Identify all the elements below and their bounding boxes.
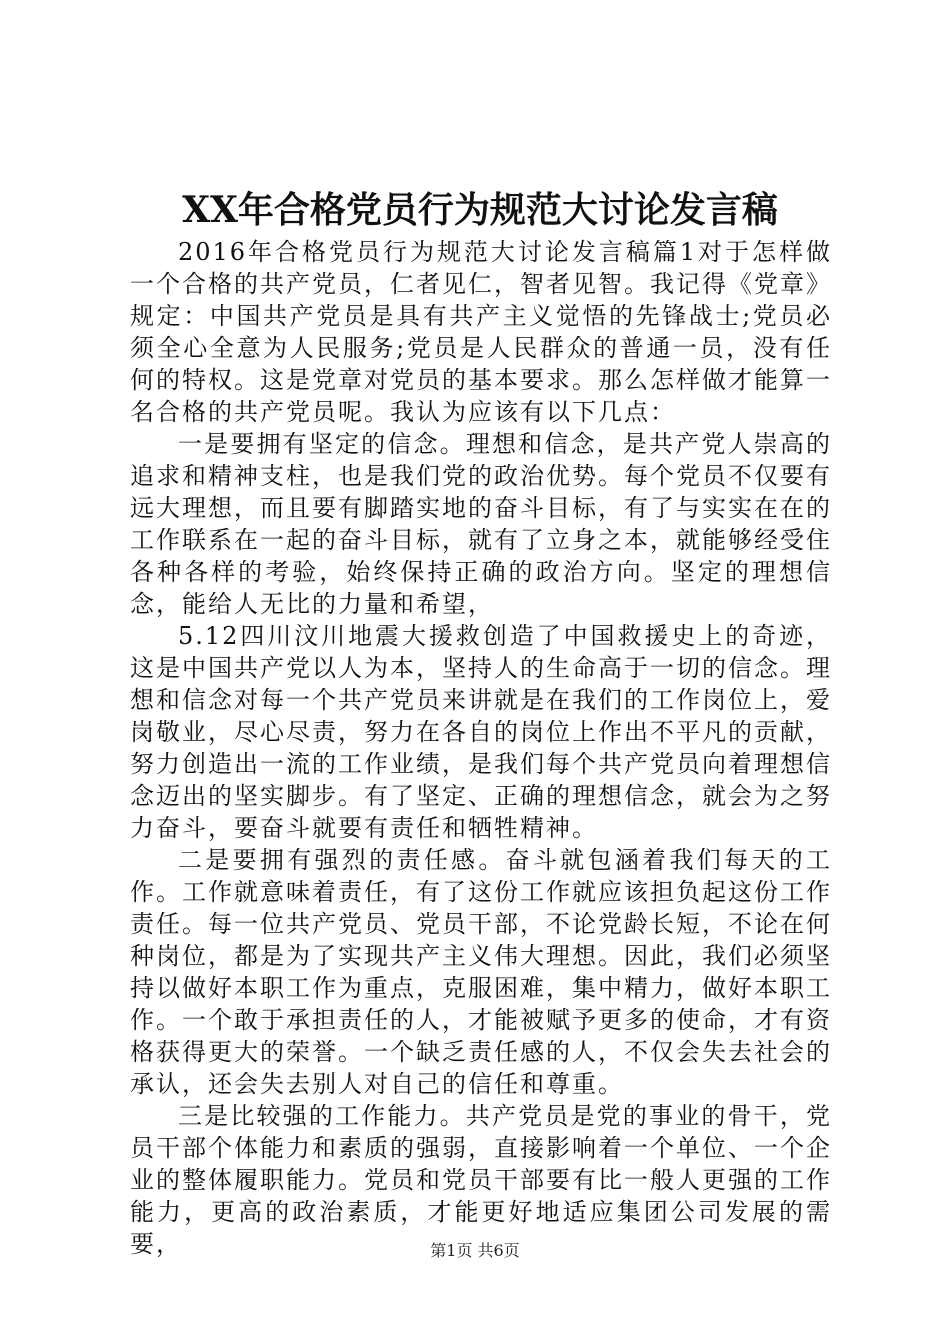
paragraph-point-two: 二是要拥有强烈的责任感。奋斗就包涵着我们每天的工作。工作就意味着责任，有了这份工作就应该担负起这份工作责任。每一位共产党员、党员干部，不论党龄长短，不论在何种岗位，都是为了实现共产主义伟大理想。因此，我们必须坚持以做好本职工作为重点，克服困难，集中精力，做好本职工作。一个敢于承担责任的人，才能被赋予更多的使命，才有资格获得更大的荣誉。一个缺乏责任感的人，不仅会失去社会的承认，还会失去别人对自己的信任和尊重。 xyxy=(130,846,832,1098)
document-title: XX年合格党员行为规范大讨论发言稿 xyxy=(182,189,778,231)
paragraph-wenchuan: 5.12四川汶川地震大援救创造了中国救援史上的奇迹，这是中国共产党以人为本，坚持人的生命高于一切的信念。理想和信念对每一个共产党员来讲就是在我们的工作岗位上，爱岗敬业，尽心尽责，努力在各自的岗位上作出不平凡的贡献，努力创造出一流的工作业绩，是我们每个共产党员向着理想信念迈出的坚实脚步。有了坚定、正确的理想信念，就会为之努力奋斗，要奋斗就要有责任和牺牲精神。 xyxy=(130,622,832,842)
paragraph-point-three: 三是比较强的工作能力。共产党员是党的事业的骨干，党员干部个体能力和素质的强弱，直接影响着一个单位、一个企业的整体履职能力。党员和党员干部要有比一般人更强的工作能力，更高的政治素质，才能更好地适应集团公司发展的需要， xyxy=(130,1102,832,1258)
page-number-footer: 第1页 共6页 xyxy=(430,1241,520,1260)
document-body xyxy=(130,236,832,1260)
paragraph-point-one: 一是要拥有坚定的信念。理想和信念，是共产党人崇高的追求和精神支柱，也是我们党的政治优势。每个党员不仅要有远大理想，而且要有脚踏实地的奋斗目标，有了与实实在在的工作联系在一起的奋斗目标，就有了立身之本，就能够经受住各种各样的考验，始终保持正确的政治方向。坚定的理想信念，能给人无比的力量和希望， xyxy=(130,430,832,618)
paragraph-intro: 2016年合格党员行为规范大讨论发言稿篇1对于怎样做一个合格的共产党员，仁者见仁，智者见智。我记得《党章》规定：中国共产党员是具有共产主义觉悟的先锋战士;党员必须全心全意为人民服务;党员是人民群众的普通一员，没有任何的特权。这是党章对党员的基本要求。那么怎样做才能算一名合格的共产党员呢。我认为应该有以下几点： xyxy=(130,238,832,426)
